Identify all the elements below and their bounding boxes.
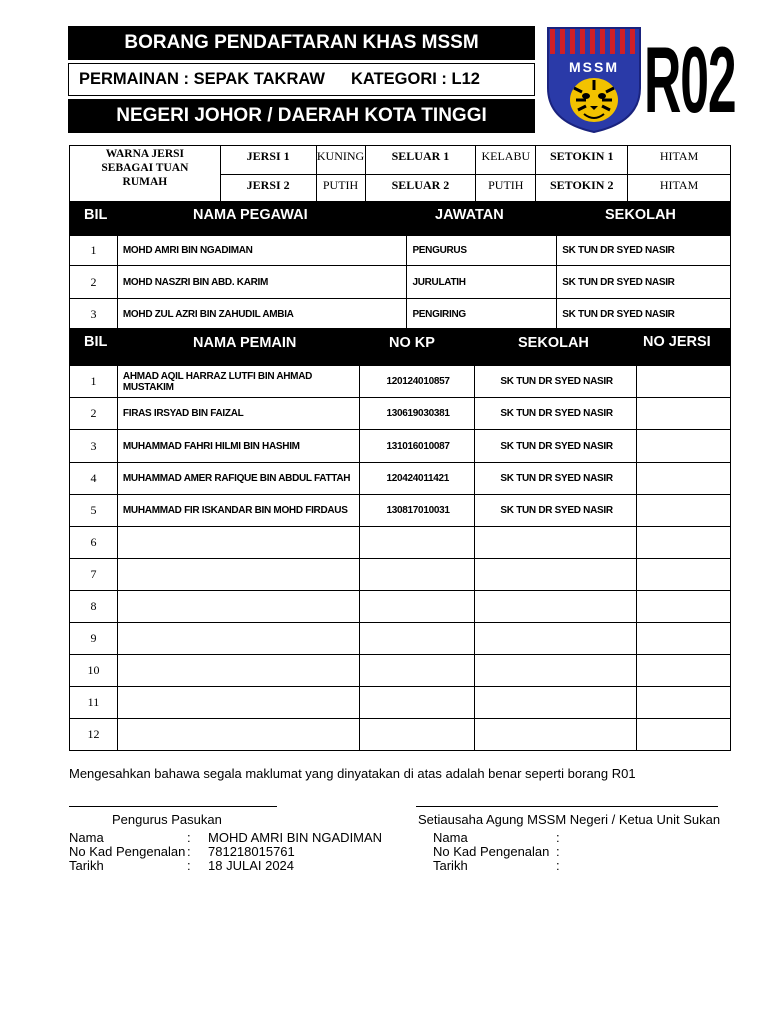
warna-jersi-label: WARNA JERSI SEBAGAI TUAN RUMAH <box>70 146 221 202</box>
header-no-jersi: NO JERSI <box>643 334 711 350</box>
no-jersi-cell[interactable] <box>637 495 731 527</box>
bil-cell: 4 <box>70 463 118 495</box>
pemain-row <box>70 719 731 751</box>
pegawai-row <box>70 236 731 266</box>
header-sekolah: SEKOLAH <box>605 207 676 223</box>
pegawai-row <box>70 266 731 299</box>
nama-cell <box>117 527 360 559</box>
form-title: BORANG PENDAFTARAN KHAS MSSM <box>68 26 535 60</box>
pemain-row <box>70 655 731 687</box>
jersi-cell: HITAM <box>628 146 731 175</box>
nama-cell: MOHD AMRI BIN NGADIMAN <box>117 236 407 266</box>
nama-cell: AHMAD AQIL HARRAZ LUTFI BIN AHMAD MUSTAKIM <box>117 366 360 398</box>
nama-cell <box>117 591 360 623</box>
sekolah-cell: SK TUN DR SYED NASIR <box>557 299 731 331</box>
pemain-row <box>70 495 731 527</box>
pemain-table <box>69 365 731 751</box>
no-jersi-cell[interactable] <box>637 527 731 559</box>
no-jersi-cell[interactable] <box>637 655 731 687</box>
tiger-icon <box>570 78 618 122</box>
pemain-row <box>70 463 731 495</box>
no-kp-cell: 130817010031 <box>360 495 475 527</box>
no-kp-cell <box>360 687 475 719</box>
header-nama-pemain: NAMA PEMAIN <box>193 335 297 351</box>
bil-cell: 10 <box>70 655 118 687</box>
sekolah-cell <box>475 719 637 751</box>
label-nama: Nama <box>433 830 468 845</box>
sekolah-cell: SK TUN DR SYED NASIR <box>475 430 637 463</box>
sekolah-cell <box>475 655 637 687</box>
no-kp-cell: 120424011421 <box>360 463 475 495</box>
nama-cell: MUHAMMAD FIR ISKANDAR BIN MOHD FIRDAUS <box>117 495 360 527</box>
permainan-label: PERMAINAN : SEPAK TAKRAW <box>79 70 325 88</box>
statement: Mengesahkan bahawa segala maklumat yang dinyatakan di atas adalah benar seperti borang R01 <box>69 766 636 781</box>
no-jersi-cell[interactable] <box>637 591 731 623</box>
nama-cell: MOHD NASZRI BIN ABD. KARIM <box>117 266 407 299</box>
bil-cell: 11 <box>70 687 118 719</box>
no-kp-cell <box>360 719 475 751</box>
bil-cell: 1 <box>70 236 118 266</box>
no-kp-cell: 131016010087 <box>360 430 475 463</box>
jersi-cell: SELUAR 1 <box>365 146 476 175</box>
label-no-kp: No Kad Pengenalan <box>433 844 550 859</box>
pemain-row <box>70 398 731 430</box>
jersi-cell: SETOKIN 2 <box>536 175 628 202</box>
no-kp-cell <box>360 591 475 623</box>
bil-cell: 3 <box>70 430 118 463</box>
sekolah-cell: SK TUN DR SYED NASIR <box>475 463 637 495</box>
no-kp-cell <box>360 655 475 687</box>
bil-cell: 2 <box>70 266 118 299</box>
value-tarikh: 18 JULAI 2024 <box>208 858 295 873</box>
pemain-header-bar <box>69 328 731 365</box>
sekolah-cell: SK TUN DR SYED NASIR <box>475 495 637 527</box>
kategori-label: KATEGORI : L12 <box>350 70 480 88</box>
header-jawatan: JAWATAN <box>435 207 504 223</box>
pemain-row <box>70 591 731 623</box>
bil-cell: 8 <box>70 591 118 623</box>
form-code: R02 <box>644 27 736 132</box>
colon: : <box>187 844 191 859</box>
pemain-row <box>70 430 731 463</box>
mssm-logo <box>546 26 642 134</box>
sekolah-cell: SK TUN DR SYED NASIR <box>557 236 731 266</box>
no-kp-cell: 130619030381 <box>360 398 475 430</box>
nama-cell <box>117 687 360 719</box>
colon: : <box>187 858 191 873</box>
jersi-table <box>69 145 731 202</box>
header-bil: BIL <box>84 207 108 223</box>
bil-cell: 3 <box>70 299 118 331</box>
header-no-kp: NO KP <box>389 335 435 351</box>
right-title: Setiausaha Agung MSSM Negeri / Ketua Unit Sukan <box>418 812 721 827</box>
colon: : <box>187 830 191 845</box>
header-bil: BIL <box>84 334 108 350</box>
pemain-row <box>70 559 731 591</box>
bil-cell: 7 <box>70 559 118 591</box>
no-jersi-cell[interactable] <box>637 366 731 398</box>
label-tarikh: Tarikh <box>433 858 468 873</box>
jersi-cell: JERSI 1 <box>220 146 316 175</box>
sekolah-cell: SK TUN DR SYED NASIR <box>475 366 637 398</box>
jersi-cell: HITAM <box>628 175 731 202</box>
value-no-kp: 781218015761 <box>208 844 295 859</box>
colon: : <box>556 844 560 859</box>
pemain-row <box>70 366 731 398</box>
label-nama: Nama <box>69 830 104 845</box>
no-jersi-cell[interactable] <box>637 463 731 495</box>
jersi-cell: SELUAR 2 <box>365 175 476 202</box>
no-kp-cell: 120124010857 <box>360 366 475 398</box>
sekolah-cell <box>475 623 637 655</box>
no-jersi-cell[interactable] <box>637 687 731 719</box>
jersi-cell: JERSI 2 <box>220 175 316 202</box>
label-tarikh: Tarikh <box>69 858 104 873</box>
sekolah-cell <box>475 527 637 559</box>
bil-cell: 5 <box>70 495 118 527</box>
no-jersi-cell[interactable] <box>637 398 731 430</box>
logo-text: MSSM <box>569 59 619 75</box>
bil-cell: 6 <box>70 527 118 559</box>
nama-cell <box>117 623 360 655</box>
nama-cell: MUHAMMAD FAHRI HILMI BIN HASHIM <box>117 430 360 463</box>
jersi-cell: SETOKIN 1 <box>536 146 628 175</box>
jawatan-cell: PENGIRING <box>407 299 557 331</box>
pegawai-row <box>70 299 731 331</box>
no-jersi-cell[interactable] <box>637 430 731 463</box>
nama-cell: MUHAMMAD AMER RAFIQUE BIN ABDUL FATTAH <box>117 463 360 495</box>
header-nama-pegawai: NAMA PEGAWAI <box>193 207 308 223</box>
jawatan-cell: JURULATIH <box>407 266 557 299</box>
pegawai-table <box>69 235 731 331</box>
nama-cell: MOHD ZUL AZRI BIN ZAHUDIL AMBIA <box>117 299 407 331</box>
jersi-cell: KELABU <box>476 146 536 175</box>
sekolah-cell <box>475 591 637 623</box>
colon: : <box>556 858 560 873</box>
bil-cell: 12 <box>70 719 118 751</box>
no-kp-cell <box>360 623 475 655</box>
jawatan-cell: PENGURUS <box>407 236 557 266</box>
left-title: Pengurus Pasukan <box>112 812 222 827</box>
jersi-cell: KUNING <box>316 146 365 175</box>
no-kp-cell <box>360 559 475 591</box>
sekolah-cell: SK TUN DR SYED NASIR <box>557 266 731 299</box>
no-jersi-cell[interactable] <box>637 623 731 655</box>
nama-cell <box>117 655 360 687</box>
signature-line-right <box>416 806 718 807</box>
no-jersi-cell[interactable] <box>637 559 731 591</box>
negeri-title: NEGERI JOHOR / DAERAH KOTA TINGGI <box>68 99 535 133</box>
nama-cell <box>117 559 360 591</box>
pemain-row <box>70 527 731 559</box>
pemain-row <box>70 687 731 719</box>
signature-line-left <box>69 806 277 807</box>
bil-cell: 1 <box>70 366 118 398</box>
permainan-kategori-box <box>68 63 535 96</box>
bil-cell: 2 <box>70 398 118 430</box>
no-jersi-cell[interactable] <box>637 719 731 751</box>
sekolah-cell <box>475 559 637 591</box>
nama-cell <box>117 719 360 751</box>
left-info <box>69 831 382 873</box>
jersi-cell: PUTIH <box>476 175 536 202</box>
bil-cell: 9 <box>70 623 118 655</box>
label-no-kp: No Kad Pengenalan <box>69 844 186 859</box>
pegawai-header-bar <box>69 201 731 235</box>
jersi-cell: PUTIH <box>316 175 365 202</box>
header-sekolah: SEKOLAH <box>518 335 589 351</box>
no-kp-cell <box>360 527 475 559</box>
sekolah-cell <box>475 687 637 719</box>
sekolah-cell: SK TUN DR SYED NASIR <box>475 398 637 430</box>
nama-cell: FIRAS IRSYAD BIN FAIZAL <box>117 398 360 430</box>
value-nama: MOHD AMRI BIN NGADIMAN <box>208 830 383 845</box>
right-info <box>433 831 560 873</box>
pemain-row <box>70 623 731 655</box>
colon: : <box>556 830 560 845</box>
